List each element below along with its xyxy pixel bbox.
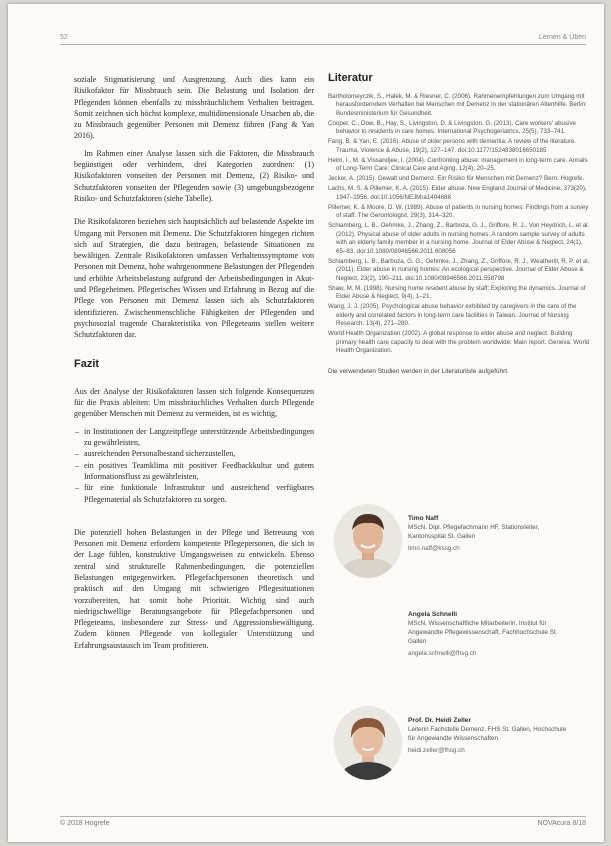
reference-entry: Wang, J. J. (2005). Psychological abuse behavior exhibited by caregivers in the care of the elderly and correlated factors in long-term care facilities in Taiwan. Journal of Nursing Research, 13(4), 271–280. [328, 303, 577, 327]
body-paragraph: soziale Stigmatisierung und Ausgrenzung. Auch dies kann ein Risikofaktor für Missbrauch sein. Die Belastung und Isolation der Pflegenden können ebenfalls zu missbräuchlichem Verhalten beitragen. Somit zeichnen sich höchst komplexe, multidimensionale Ursachen ab, die zu Missbrauch gegenüber Personen mit Demenz führen (Fang & Yan 2016). [74, 75, 314, 141]
reference-entry: Heim, I., M. & Vissandjee, I. (2004). Confronting abuse: management in long-term care. Annals of Long-Term Care: Clinical Care and Aging, 12(4), 20–25. [328, 156, 588, 172]
body-paragraph: Die potenziell hohen Belastungen in der Pflege und Betreuung von Personen mit Demenz erfordern kompetente Pflegepersonen, die sich in der Lage fühlen, konstruktive Umgangsweisen zu entwickeln. Ebenso zentral sind strukturelle Rahmenbedingungen, die potenziellen Belastungen entgegenwirken. Pflegefachpersonen theoretisch und praktisch auf den Umgang mit schwierigen Pflegesituationen vorzubereiten, hat somit hohe Priorität. Wichtig sind auch niedrigschwellige Beratungsangebote für Pflegefachpersonen und Pflegeteams, insbesondere zur Stress- und Aggressionsbewältigung. Zudem können Pflegende von kollegialer Unterstützung und Erfahrungsaustausch im Team profitieren. [74, 527, 314, 650]
reference-entry: World Health Organization (2002). A global response to elder abuse and neglect: Building primary health care capacity to deal with the problem worldwide: Main report. Geneva: World Health Organization. [328, 330, 590, 354]
copyright: © 2018 Hogrefe [60, 820, 110, 827]
running-head: Lernen & Üben [538, 34, 586, 41]
reference-entry: Jecker, A. (2015). Gewalt und Demenz. Ein Risiko für Menschen mit Demenz? Bern: Hogrefe. [328, 175, 585, 182]
journal-page [8, 4, 604, 842]
author-affiliation: MScN, Dipl. Pflegefachmann HF, Stationsleiter, Kantonsspital St. Gallen [408, 524, 540, 540]
reference-entry: Schiamberg, L. B., Barboza, G. G., Oehmke, J., Zhang, Z., Griffore, R. J., Weatherill, R. P. et al. (2011). Elder abuse in nursing homes: An ecological perspective. Journal of Elder Abuse & Neglect, 23(2), 190–211. doi:10.1080/08946566.2011.558798 [328, 257, 590, 282]
author-name: Timo Naff [408, 515, 439, 522]
list-item: – in Institutionen der Langzeitpflege unterstützende Arbeitsbedingungen zu gewährleisten, [84, 426, 314, 449]
body-paragraph: Die Risikofaktoren beziehen sich hauptsächlich auf belastende Aspekte im Umgang mit Personen mit Demenz. Die Schutzfaktoren hingegen richten sich auf Strategien, die dazu beitragen, belastende Situationen zu bewältigen. Zentrale Risikofaktoren umfassen Verhaltenssymptome von Personen mit Demenz, hohe wahrgenommene Belastungen der Pflegenden und erhöhte Arbeitsbelastung aufgrund der Arbeitsbedingungen in Akut- und Pflegeheimen. Pflegerisches Wissen und Erfahrung in Bezug auf die Pflege von Personen mit Demenz lassen sich als Schutzfaktoren identifizieren. Zwischenmenschliche Fähigkeiten der Pflegenden und psychosozial tragende Charakteristika von Pflegeteams stellen weitere Schutzfaktoren dar. [74, 217, 314, 340]
author-name: Prof. Dr. Heidi Zeller [408, 717, 472, 724]
portrait-icon [334, 504, 402, 578]
page-number: 52 [60, 34, 68, 41]
author-photo [334, 706, 402, 780]
body-paragraph: Im Rahmen einer Analyse lassen sich die Faktoren, die Missbrauch begünstigen oder verhindern, drei Kategorien zuordnen: (1) Risikofaktoren vonseiten der Personen mit Demenz, (2) Risiko- und Schutzfaktoren vonseiten der Pflegenden sowie (3) umgebungsbezogene Risiko- und Schutzfaktoren (siehe Tabelle). [74, 148, 314, 203]
author-block [408, 716, 568, 755]
reference-entry: Shaw, M. M. (1998). Nursing home resident abuse by staff: Exploring the dynamics. Journal of Elder Abuse & Neglect, 9(4), 1–21. [328, 284, 586, 300]
right-column [328, 74, 590, 376]
literature-heading: Literatur [328, 72, 373, 84]
author-affiliation: Leiterin Fachstelle Demenz, FHS St. Gallen, Hochschule für Angewandte Wissenschaften [408, 726, 567, 742]
reference-entry: Pillemer, K. & Moore, D. W. (1989). Abuse of patients in nursing homes: Findings from a survey of staff. The Gerontologist, 29(3), 314–320. [328, 203, 589, 219]
closing-note: Die verwendeten Studien werden in der Literaturliste aufgeführt. [328, 367, 509, 375]
left-column [74, 74, 314, 657]
reference-entry: Lachs, M. S. & Pillemer, K. A. (2015). Elder abuse. New England Journal of Medicine, 373(20), 1947–1956. doi:10.1056/NEJMra1404688 [328, 185, 587, 201]
reference-entry: Cooper, C., Dow, B., Hay, S., Livingston, D. & Livingston, G. (2013). Care workers' abusive behavior to residents in care homes. International Psychogeriatrics, 25(5), 733–741. [328, 119, 576, 135]
fazit-list [74, 426, 314, 505]
fazit-intro: Aus der Analyse der Risikofaktoren lassen sich folgende Konsequenzen für die Praxis ableiten: Um missbräuchliches Verhalten durch Pflegende gegenüber Menschen mit Demenz zu vermeiden, ist es wichtig, [74, 386, 314, 419]
author-name: Angela Schnelli [408, 611, 458, 618]
reference-entry: Bartholomeyczik, S., Halek, M. & Riesner, C. (2006). Rahmenempfehlungen zum Umgang mit herausforderndem Verhalten bei Menschen mit Demenz in der stationären Altenhilfe. Berlin: Bundesministerium für Gesundheit. [328, 92, 587, 117]
author-photo [334, 504, 402, 578]
footer-rule [60, 816, 586, 817]
fazit-heading: Fazit [74, 357, 100, 370]
author-email[interactable]: heidi.zeller@fhsg.ch [408, 747, 465, 754]
author-block [408, 514, 568, 553]
author-email[interactable]: angela.schnelli@fhsg.ch [408, 650, 477, 657]
reference-entry: Fang, B. & Yan, E. (2016). Abuse of older persons with dementia: A review of the literature. Trauma, Violence & Abuse, 19(2), 127–147. doi:10.1177/1524838016650185 [328, 138, 577, 154]
author-email[interactable]: timo.naff@kssg.ch [408, 545, 460, 552]
author-affiliation: MScN, Wissenschaftliche Mitarbeiterin, Institut für Angewandte Pflegewissenschaft, Fachhochschule St. Gallen [408, 620, 558, 645]
author-block [408, 610, 568, 658]
issue-label: NOVAcura 8/18 [537, 820, 586, 827]
page-footer [60, 816, 586, 832]
list-item: – für eine funktionale Infrastruktur und ausreichend verfügbares Pflegematerial als Schutzfaktoren zu sorgen. [84, 482, 314, 505]
page-header [60, 34, 586, 50]
list-item: – ein positives Teamklima mit positiver Feedbackkultur und gutem Informationsfluss zu gewährleisten, [84, 460, 314, 483]
list-item: – ausreichenden Personalbestand sicherzustellen, [84, 448, 314, 459]
portrait-icon [334, 706, 402, 780]
reference-entry: Schiamberg, L. B., Oehmke, J., Zhang, Z., Barboza, G. J., Griffore, R. J., Von Heydrich, L. et al. (2012). Physical abuse of older adults in nursing homes: A random sample survey of adults with an elderly family member in a nursing home. Journal of Elder Abuse & Neglect, 24(1), 65–83. doi:10.1080/08946566.2011.608056 [328, 222, 590, 255]
header-rule [60, 44, 586, 45]
reference-list [328, 93, 590, 356]
